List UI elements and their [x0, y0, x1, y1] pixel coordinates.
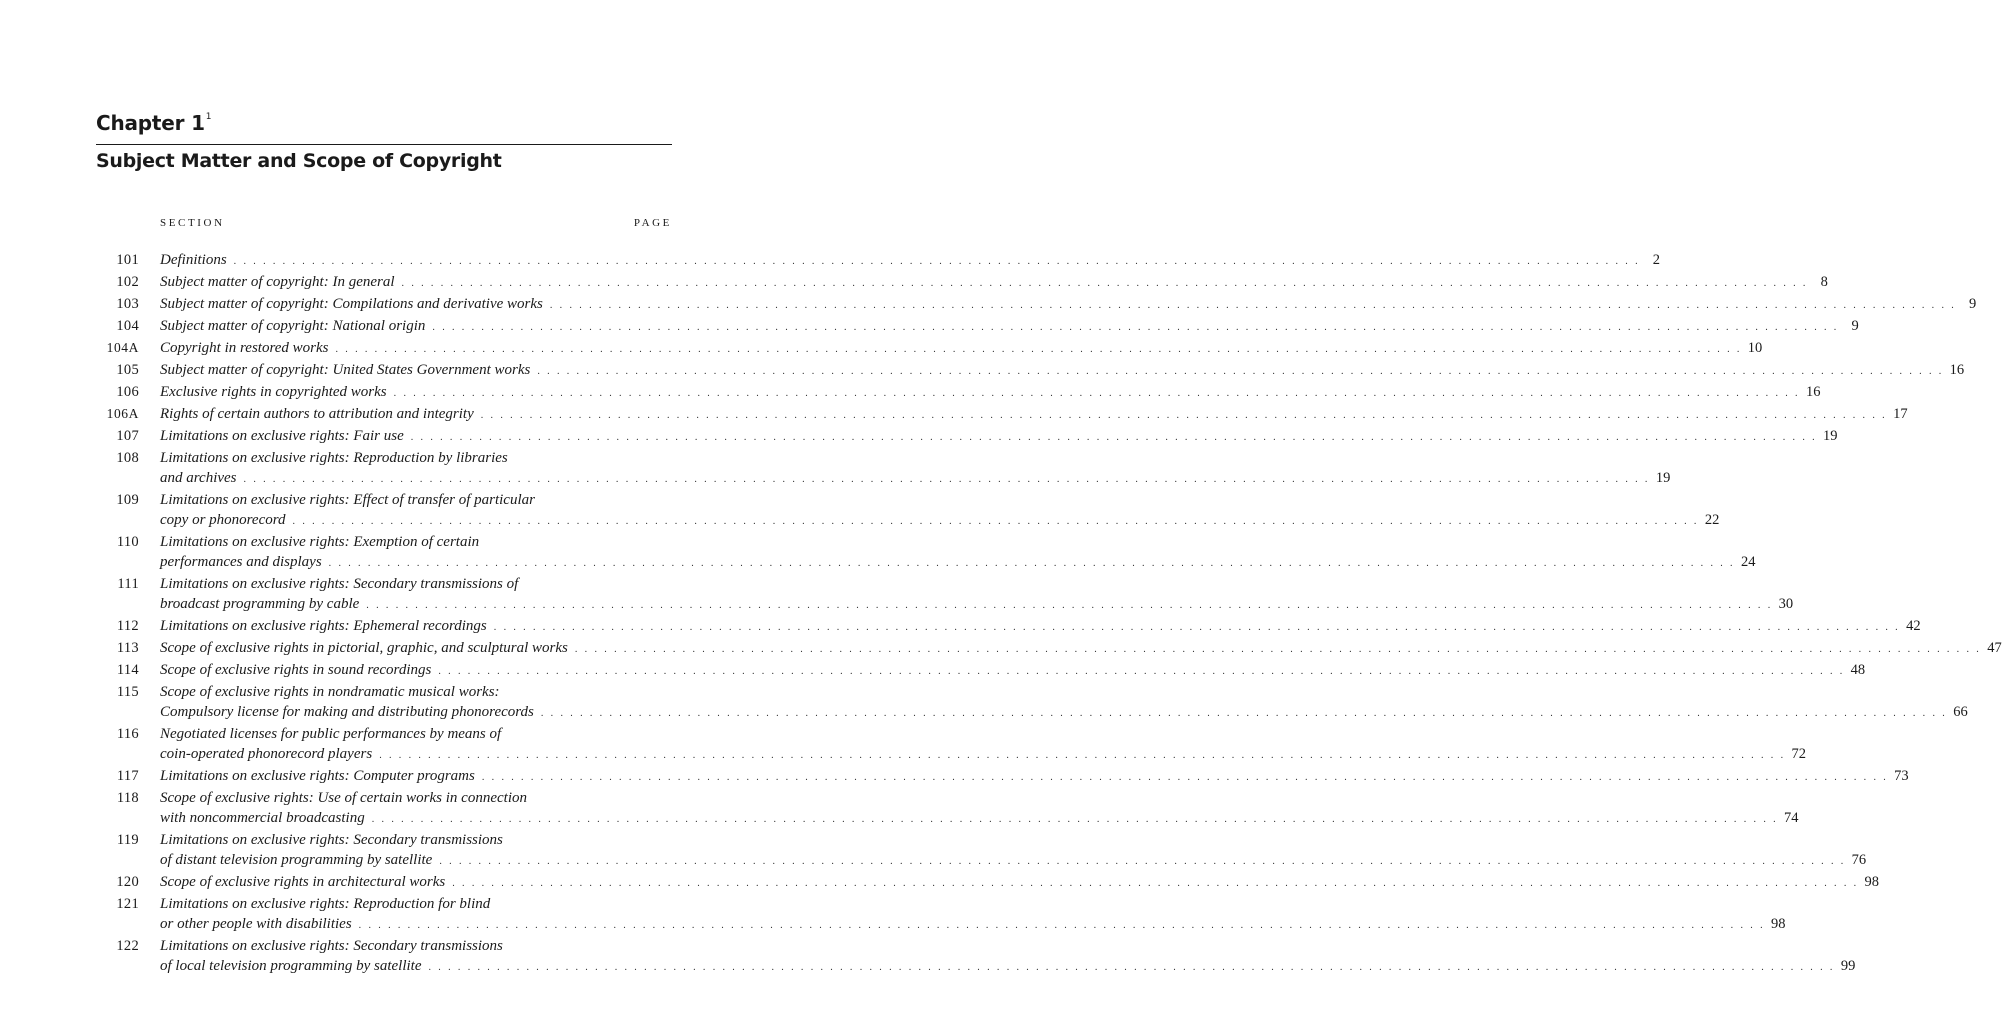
dot-leader: [482, 768, 1888, 788]
page-number: 9: [1968, 296, 1977, 312]
section-number: 110: [116, 534, 139, 550]
dot-leader: [575, 640, 1981, 660]
section-title[interactable]: Copyright in restored works: [160, 340, 329, 356]
toc-row[interactable]: [96, 616, 1921, 638]
section-title-line: [160, 316, 1859, 338]
toc-row[interactable]: [96, 250, 1660, 272]
page-number: 48: [1850, 662, 1866, 678]
section-title[interactable]: Scope of exclusive rights in sound recordings: [160, 662, 432, 678]
section-title[interactable]: Scope of exclusive rights in pictorial, graphic, and sculptural works: [160, 640, 568, 656]
section-title[interactable]: Exclusive rights in copyrighted works: [160, 384, 387, 400]
dot-leader: [402, 274, 1808, 294]
section-title[interactable]: Subject matter of copyright: Compilations and derivative works: [160, 296, 543, 312]
toc-row[interactable]: [96, 448, 1671, 490]
section-title[interactable]: Subject matter of copyright: In general: [160, 274, 395, 290]
section-entry: [160, 250, 1660, 272]
section-title-line: [160, 574, 1793, 594]
section-number: 104A: [106, 340, 139, 355]
toc-row[interactable]: [96, 830, 1867, 872]
page-number: 8: [1820, 274, 1828, 290]
toc-row[interactable]: [96, 382, 1821, 404]
dot-leader: [429, 958, 1835, 978]
section-title[interactable]: Subject matter of copyright: National origin: [160, 318, 426, 334]
section-entry: [160, 682, 1968, 724]
section-title[interactable]: of distant television programming by satellite: [160, 852, 433, 868]
section-title[interactable]: and archives: [160, 470, 237, 486]
section-entry: [160, 894, 1785, 936]
toc-row[interactable]: [96, 338, 1763, 360]
section-title-line: [160, 872, 1879, 894]
dot-leader: [359, 916, 1765, 936]
section-title[interactable]: broadcast programming by cable: [160, 596, 360, 612]
section-title-line: [160, 830, 1866, 850]
toc-row[interactable]: [96, 894, 1786, 936]
section-entry: [160, 272, 1828, 294]
section-title[interactable]: Limitations on exclusive rights: Effect of transfer of particular: [160, 492, 535, 508]
dot-leader: [335, 340, 1741, 360]
section-title-line: [160, 382, 1820, 404]
section-title[interactable]: Limitations on exclusive rights: Fair use: [160, 428, 404, 444]
section-title[interactable]: Subject matter of copyright: United States Government works: [160, 362, 531, 378]
section-title[interactable]: Scope of exclusive rights in architectural works: [160, 874, 446, 890]
section-title-line: [160, 788, 1799, 808]
dot-leader: [234, 252, 1640, 272]
section-entry: [160, 490, 1719, 532]
section-title-line: [160, 724, 1806, 744]
section-number: 119: [116, 832, 139, 848]
page-number: 72: [1791, 746, 1806, 762]
section-entry: [160, 830, 1866, 872]
dot-leader: [432, 318, 1838, 338]
toc-row[interactable]: [96, 532, 1756, 574]
section-title[interactable]: Limitations on exclusive rights: Secondary transmissions: [160, 938, 503, 954]
section-title-line: [160, 936, 1855, 956]
section-title[interactable]: Definitions: [160, 252, 227, 268]
section-title-line: [160, 894, 1785, 914]
page-number: 98: [1864, 874, 1880, 890]
toc-row[interactable]: [96, 638, 2002, 660]
page-column-header: PAGE: [633, 217, 672, 229]
dot-leader: [411, 428, 1817, 448]
section-entry: [160, 872, 1879, 894]
section-title-line: [160, 250, 1660, 272]
section-entry: [160, 360, 1964, 382]
section-title-line: [160, 744, 1806, 766]
toc-row[interactable]: [96, 660, 1866, 682]
dot-leader: [366, 596, 1772, 616]
section-title-line: [160, 914, 1785, 936]
chapter-title: Subject Matter and Scope of Copyright: [96, 150, 502, 172]
dot-leader: [372, 810, 1778, 830]
section-title-line: [160, 490, 1719, 510]
toc-row[interactable]: [96, 788, 1799, 830]
section-title[interactable]: coin-operated phonorecord players: [160, 746, 373, 762]
section-title[interactable]: Negotiated licenses for public performances by means of: [160, 726, 502, 742]
section-title[interactable]: with noncommercial broadcasting: [160, 810, 365, 826]
section-entry: [160, 766, 1909, 788]
section-title[interactable]: Limitations on exclusive rights: Exemption of certain: [160, 534, 480, 550]
dot-leader: [452, 874, 1858, 894]
dot-leader: [379, 746, 1785, 766]
section-entry: [160, 338, 1762, 360]
section-column-header: SECTION: [160, 217, 225, 229]
page-number: 99: [1840, 958, 1856, 974]
page-number: 47: [1987, 640, 2002, 656]
toc-row[interactable]: [96, 872, 1880, 894]
toc-row[interactable]: [96, 490, 1720, 532]
page-number: 30: [1778, 596, 1794, 612]
section-title-line: [160, 808, 1799, 830]
toc-row[interactable]: [96, 272, 1828, 294]
section-number: 108: [116, 450, 139, 466]
section-title[interactable]: Limitations on exclusive rights: Secondary transmissions: [160, 832, 503, 848]
page-number: 16: [1949, 362, 1965, 378]
section-entry: [160, 404, 1908, 426]
chapter-label: [96, 111, 211, 135]
section-entry: [160, 316, 1859, 338]
dot-leader: [244, 470, 1650, 490]
section-number: 114: [116, 662, 139, 678]
dot-leader: [439, 852, 1845, 872]
page-number: 73: [1894, 768, 1909, 784]
page-number: 9: [1851, 318, 1859, 334]
section-number: 120: [116, 874, 139, 890]
page-number: 66: [1953, 704, 1968, 720]
footnote-mark[interactable]: 1: [205, 112, 212, 122]
section-number: 107: [116, 428, 139, 444]
section-entry: [160, 574, 1793, 616]
section-number: 122: [116, 938, 139, 954]
section-title[interactable]: Limitations on exclusive rights: Secondary transmissions of: [160, 576, 519, 592]
dot-leader: [537, 362, 1943, 382]
section-entry: [160, 426, 1838, 448]
dot-leader: [550, 296, 1956, 316]
section-number: 111: [117, 576, 139, 592]
section-title-line: [160, 850, 1866, 872]
page-number: 19: [1823, 428, 1838, 444]
section-title-line: [160, 956, 1855, 978]
toc-row[interactable]: [96, 936, 1856, 978]
dot-leader: [494, 618, 1900, 638]
section-title[interactable]: performances and displays: [160, 554, 322, 570]
page-number: 42: [1906, 618, 1921, 634]
section-entry: [160, 448, 1670, 490]
section-title[interactable]: Scope of exclusive rights: Use of certain works in connection: [160, 790, 527, 806]
toc-row[interactable]: [96, 316, 1859, 338]
section-title-line: [160, 404, 1908, 426]
page-number: 10: [1747, 340, 1763, 356]
section-number: 103: [116, 296, 139, 312]
section-title[interactable]: of local television programming by satellite: [160, 958, 422, 974]
page-number: 16: [1805, 384, 1821, 400]
page-number: 98: [1770, 916, 1786, 932]
section-title-line: [160, 360, 1964, 382]
page-number: 74: [1784, 810, 1799, 826]
section-entry: [160, 382, 1820, 404]
section-entry: [160, 638, 2002, 660]
section-title[interactable]: Compulsory license for making and distributing phonorecords: [160, 704, 534, 720]
section-entry: [160, 532, 1755, 574]
section-number: 102: [116, 274, 139, 290]
section-number: 104: [116, 318, 139, 334]
section-number: 105: [116, 362, 139, 378]
page-number: 19: [1655, 470, 1671, 486]
chapter-rule: [96, 144, 672, 145]
section-number: 101: [116, 252, 139, 268]
section-title-line: [160, 448, 1670, 468]
section-title[interactable]: Limitations on exclusive rights: Reproduction for blind: [160, 896, 491, 912]
toc-row[interactable]: [96, 766, 1909, 788]
toc-row[interactable]: [96, 426, 1838, 448]
section-title-line: [160, 294, 1976, 316]
section-title[interactable]: Rights of certain authors to attribution and integrity: [160, 406, 474, 422]
section-title-line: [160, 638, 2002, 660]
dot-leader: [541, 704, 1947, 724]
section-entry: [160, 788, 1799, 830]
toc-row[interactable]: [96, 724, 1806, 766]
section-number: 106: [116, 384, 139, 400]
section-entry: [160, 660, 1865, 682]
section-number: 109: [116, 492, 139, 508]
section-title-line: [160, 616, 1921, 638]
section-number: 113: [116, 640, 139, 656]
page-number: 24: [1740, 554, 1756, 570]
section-number: 121: [116, 896, 139, 912]
dot-leader: [394, 384, 1800, 404]
section-title-line: [160, 702, 1968, 724]
section-entry: [160, 294, 1976, 316]
page-number: 76: [1851, 852, 1867, 868]
toc-row[interactable]: [96, 294, 1977, 316]
toc-row[interactable]: [96, 404, 1908, 426]
toc-row[interactable]: [96, 574, 1794, 616]
table-of-contents: [96, 250, 2002, 978]
dot-leader: [481, 406, 1887, 426]
section-entry: [160, 616, 1921, 638]
section-title[interactable]: Limitations on exclusive rights: Reproduction by libraries: [160, 450, 508, 466]
dot-leader: [438, 662, 1844, 682]
section-title[interactable]: copy or phonorecord: [160, 512, 286, 528]
section-title-line: [160, 426, 1838, 448]
section-number: 106A: [106, 406, 139, 421]
section-title-line: [160, 468, 1670, 490]
page-number: 2: [1652, 252, 1660, 268]
section-entry: [160, 936, 1855, 978]
toc-row[interactable]: [96, 682, 1968, 724]
page-number: 22: [1704, 512, 1720, 528]
section-number: 118: [116, 790, 139, 806]
section-title[interactable]: Scope of exclusive rights in nondramatic musical works:: [160, 684, 500, 700]
dot-leader: [293, 512, 1699, 532]
section-title[interactable]: Limitations on exclusive rights: Computer programs: [160, 768, 475, 784]
section-title-line: [160, 338, 1762, 360]
page-number: 17: [1893, 406, 1908, 422]
section-number: 116: [116, 726, 139, 742]
section-title-line: [160, 532, 1755, 552]
section-title-line: [160, 594, 1793, 616]
toc-row[interactable]: [96, 360, 1965, 382]
section-number: 115: [116, 684, 139, 700]
section-title-line: [160, 552, 1755, 574]
dot-leader: [329, 554, 1735, 574]
section-title-line: [160, 766, 1909, 788]
chapter-label-text: Chapter 1: [96, 111, 205, 135]
section-title[interactable]: Limitations on exclusive rights: Ephemeral recordings: [160, 618, 487, 634]
section-title[interactable]: or other people with disabilities: [160, 916, 352, 932]
section-title-line: [160, 682, 1968, 702]
section-title-line: [160, 272, 1828, 294]
section-title-line: [160, 510, 1719, 532]
section-number: 117: [116, 768, 139, 784]
section-number: 112: [116, 618, 139, 634]
section-entry: [160, 724, 1806, 766]
section-title-line: [160, 660, 1865, 682]
